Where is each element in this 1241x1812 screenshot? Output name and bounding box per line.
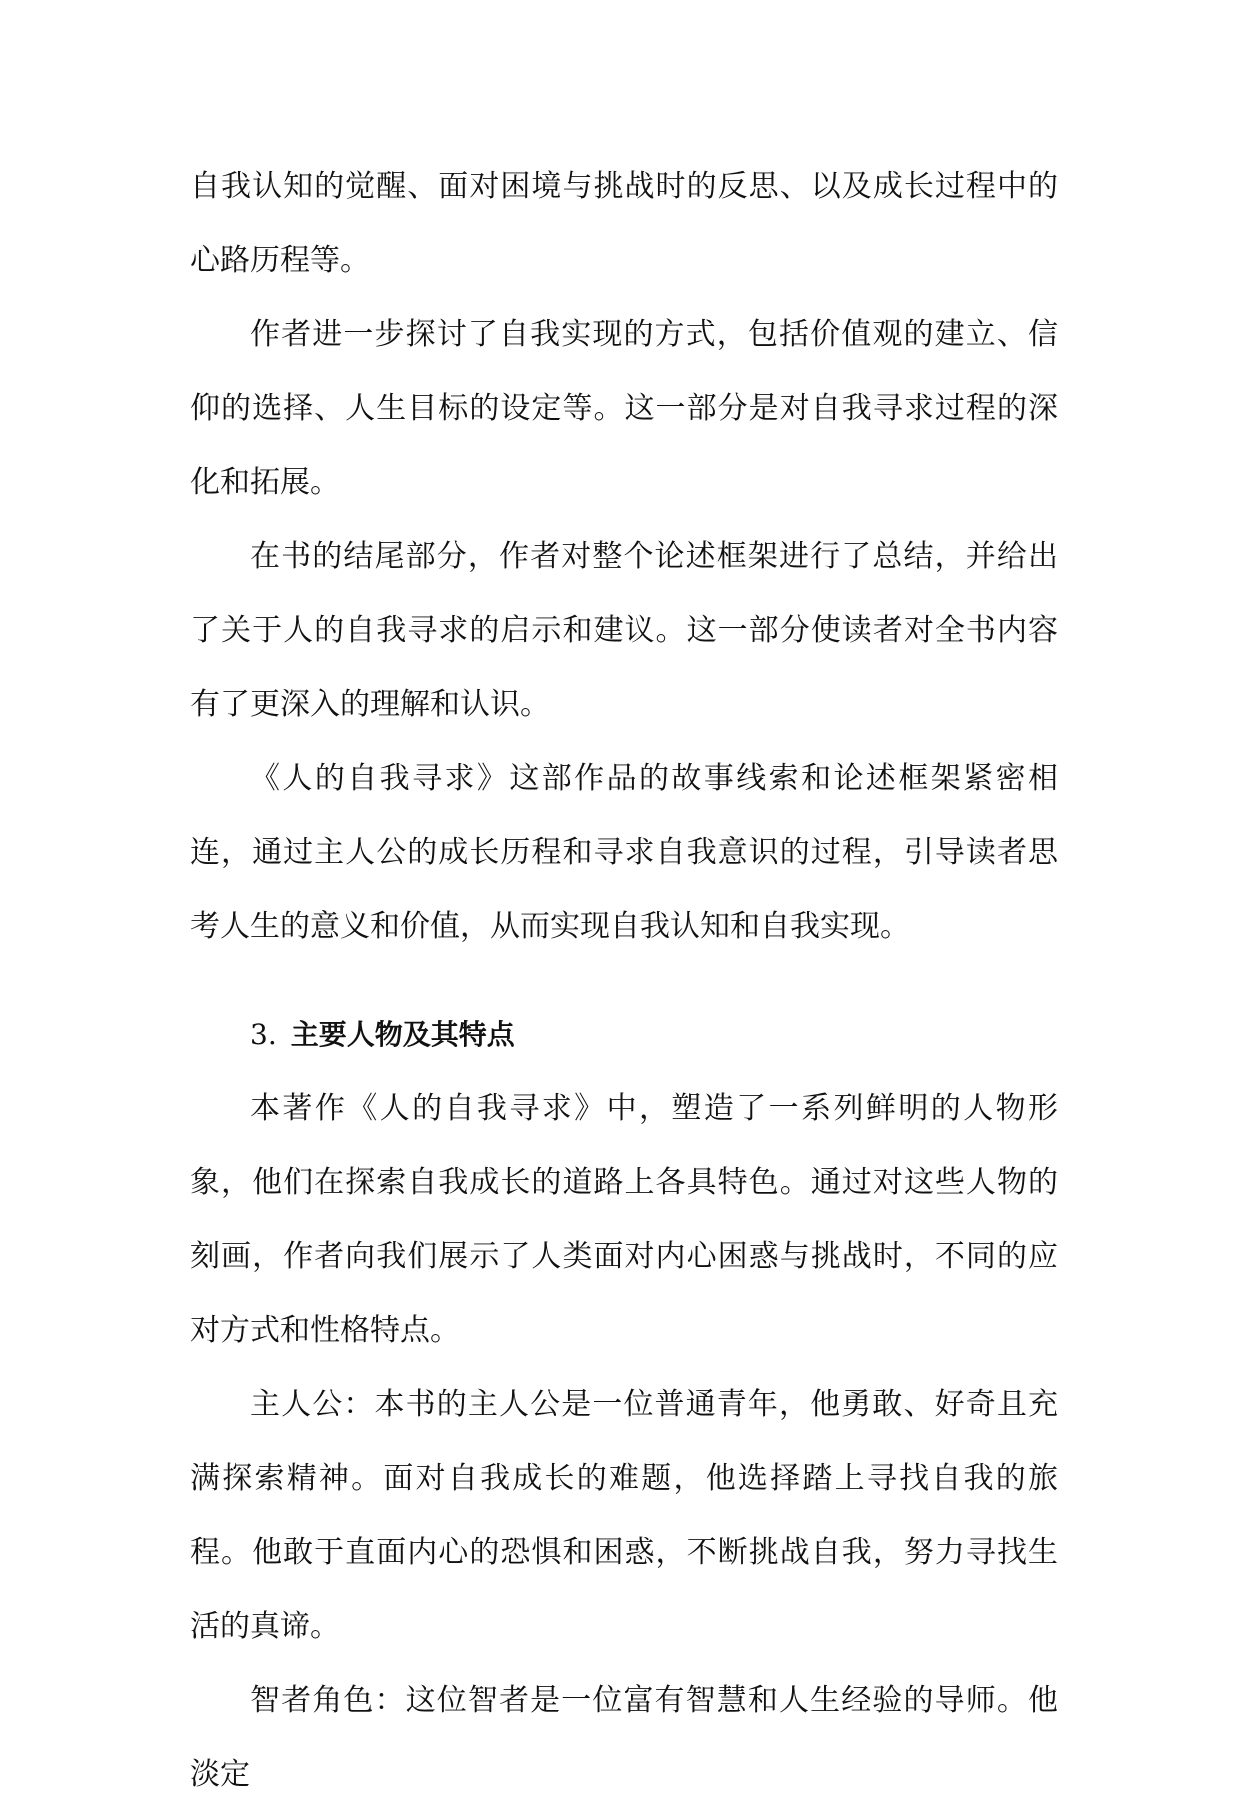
paragraph: 主人公：本书的主人公是一位普通青年，他勇敢、好奇且充满探索精神。面对自我成长的难题，他选择踏上寻找自我的旅程。他敢于直面内心的恐惧和困惑，不断挑战自我，努力寻找生活的真谛。: [190, 1387, 1058, 1644]
paragraph: 本著作《人的自我寻求》中，塑造了一系列鲜明的人物形象，他们在探索自我成长的道路上各具特色。通过对这些人物的刻画，作者向我们展示了人类面对内心困惑与挑战时，不同的应对方式和性格特点。: [190, 1091, 1058, 1348]
paragraph: 《人的自我寻求》这部作品的故事线索和论述框架紧密相连，通过主人公的成长历程和寻求自我意识的过程，引导读者思考人生的意义和价值，从而实现自我认知和自我实现。: [190, 761, 1058, 944]
paragraph: 在书的结尾部分，作者对整个论述框架进行了总结，并给出了关于人的自我寻求的启示和建议。这一部分使读者对全书内容有了更深入的理解和认识。: [190, 539, 1058, 722]
paragraph: 智者角色：这位智者是一位富有智慧和人生经验的导师。他淡定: [190, 1683, 1058, 1792]
section-title: 主要人物及其特点: [290, 1018, 515, 1051]
paragraph: 作者进一步探讨了自我实现的方式，包括价值观的建立、信仰的选择、人生目标的设定等。这一部分是对自我寻求过程的深化和拓展。: [190, 317, 1058, 500]
section-heading: [190, 998, 1058, 1072]
document-page: [190, 150, 1058, 1812]
paragraph: 自我认知的觉醒、面对困境与挑战时的反思、以及成长过程中的心路历程等。: [190, 169, 1058, 278]
section-number: 3.: [250, 1018, 277, 1051]
